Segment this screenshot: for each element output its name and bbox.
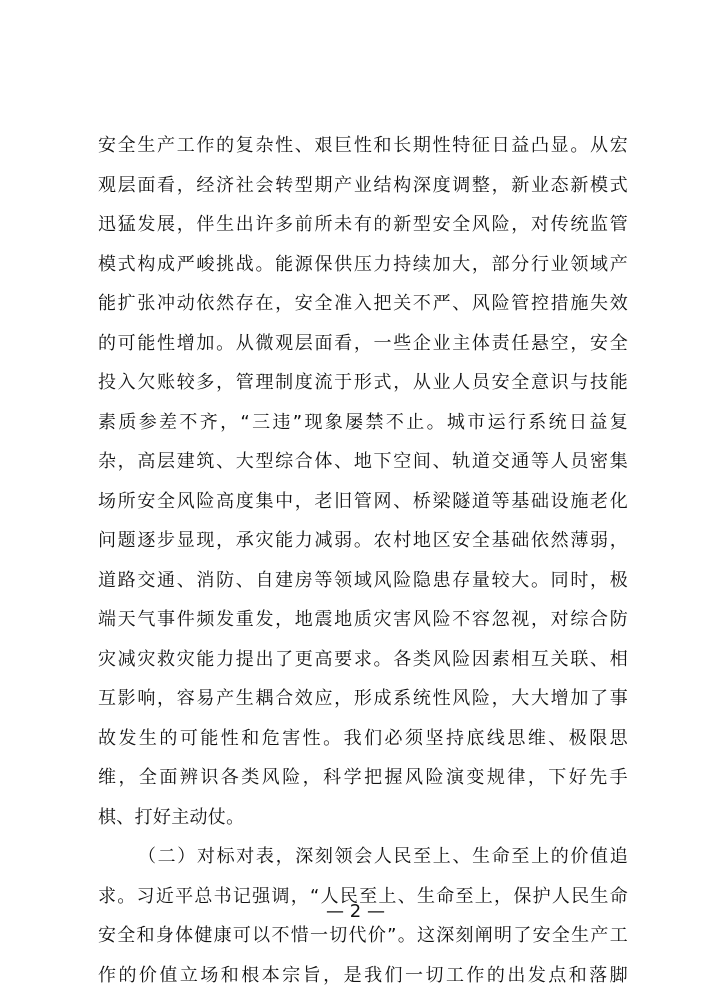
text-line: 问题逐步显现，承灾能力减弱。农村地区安全基础依然薄弱， [98,530,628,551]
text-line: 的可能性增加。从微观层面看，一些企业主体责任悬空，安全 [98,332,628,354]
text-line: 故发生的可能性和危害性。我们必须坚持底线思维、极限思 [98,727,628,749]
text-line: 维，全面辨识各类风险，科学把握风险演变规律，下好先手 [98,767,628,788]
text-line: 能扩张冲动依然存在，安全准入把关不严、风险管控措施失效 [98,293,628,314]
paragraph-last-line: 棋、打好主动仗。 [98,806,245,828]
text-line: 迅猛发展，伴生出许多前所未有的新型安全风险，对传统监管 [98,214,628,235]
text-line: 观层面看，经济社会转型期产业结构深度调整，新业态新模式 [98,174,628,196]
text-line: 杂，高层建筑、大型综合体、地下空间、轨道交通等人员密集 [98,451,628,472]
text-line: 端天气事件频发重发，地震地质灾害风险不容忽视，对综合防 [98,609,628,630]
text-line: 场所安全风险高度集中，老旧管网、桥梁隧道等基础设施老化 [98,490,628,512]
text-line: 互影响，容易产生耦合效应，形成系统性风险，大大增加了事 [98,688,628,709]
text-line: 道路交通、消防、自建房等领域风险隐患存量较大。同时，极 [98,569,628,591]
text-line: 求。习近平总书记强调，“人民至上、生命至上，保护人民生命 [98,885,628,907]
text-line: 作的价值立场和根本宗旨，是我们一切工作的出发点和落脚 [98,964,628,986]
text-line: 投入欠账较多，管理制度流于形式，从业人员安全意识与技能 [98,372,628,393]
body-text [98,126,628,995]
text-line: 灾减灾救灾能力提出了更高要求。各类风险因素相互关联、相 [98,648,628,670]
section-heading-line: （二）对标对表，深刻领会人民至上、生命至上的价值追 [138,846,628,867]
text-line: 素质参差不齐，“三违”现象屡禁不止。城市运行系统日益复 [98,411,628,433]
text-line: 模式构成严峻挑战。能源保供压力持续加大，部分行业领域产 [98,253,628,275]
page-number: — 2 — [326,901,385,922]
text-line: 安全生产工作的复杂性、艰巨性和长期性特征日益凸显。从宏 [98,135,628,156]
text-line: 安全和身体健康可以不惜一切代价”。这深刻阐明了安全生产工 [98,925,628,946]
